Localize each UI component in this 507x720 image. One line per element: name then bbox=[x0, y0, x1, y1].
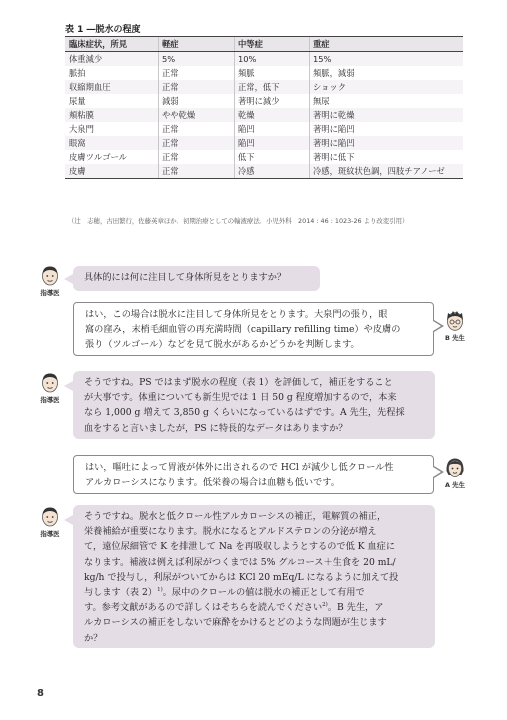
table-header: 臨床症状，所見 bbox=[65, 37, 159, 52]
table-cell: 冷感，斑紋状色調，四肢チアノーゼ bbox=[310, 164, 464, 179]
table-header: 中等症 bbox=[235, 37, 310, 52]
dialogue-line: なります。補液は例えば利尿がつくまでは 5% グルコース＋生食を 20 mL/ bbox=[84, 556, 396, 568]
table-cell: 正常 bbox=[159, 136, 235, 150]
table-row bbox=[65, 52, 463, 67]
bubble-tail bbox=[64, 515, 73, 525]
woman-avatar-icon bbox=[445, 457, 465, 479]
table-cell: ショック bbox=[310, 80, 464, 94]
table-cell: 陥凹 bbox=[235, 136, 310, 150]
dialogue-line: 窩の窪み，末梢毛細血管の再充満時間（capillary refilling time）や皮膚の bbox=[85, 324, 401, 336]
dialogue-line: そうですね。PS ではまず脱水の程度（表 1）を評価して，補正をすること bbox=[84, 377, 393, 388]
table-cell: 減弱 bbox=[159, 94, 235, 108]
supervisor-avatar bbox=[36, 372, 64, 404]
table-cell: 10% bbox=[235, 52, 310, 67]
table-cell: 尿量 bbox=[69, 96, 86, 106]
man-glasses-avatar-icon bbox=[445, 310, 465, 332]
table-row bbox=[65, 150, 463, 164]
dialogue-line: なら 1,000 g 増えて 3,850 g くらいになっているはずです。A 先生，先程採 bbox=[84, 407, 405, 419]
table-cell: 大泉門 bbox=[69, 124, 94, 134]
speaker-label-supervisor: 指導医 bbox=[40, 289, 60, 297]
table-cell: 低下 bbox=[235, 150, 310, 164]
man-avatar-icon bbox=[40, 506, 60, 528]
table-cell: 無尿 bbox=[310, 94, 464, 108]
table-cell: 収縮期血圧 bbox=[65, 80, 159, 94]
dialogue-line: 張り（ツルゴール）などを見て脱水があるかどうかを判断します。 bbox=[85, 339, 360, 351]
dialogue-bubble-b-1 bbox=[73, 302, 434, 356]
table-cell: 眼窩 bbox=[65, 136, 159, 150]
supervisor-avatar bbox=[36, 506, 64, 538]
table-cell: 著明に低下 bbox=[310, 150, 464, 164]
table-cell: 冷感 bbox=[235, 164, 310, 179]
table-cell: 乾燥 bbox=[235, 108, 310, 122]
table-cell: 正常 bbox=[159, 80, 235, 94]
dialogue-line: 栄養補給が重要になります。脱水になるとアルドステロンの分泌が増え bbox=[84, 526, 377, 538]
dialogue-line: 血をすると言いましたが，PS に特長的なデータはありますか？ bbox=[84, 422, 348, 434]
table-cell: 体重減少 bbox=[65, 52, 159, 67]
table-cell: 正常 bbox=[159, 164, 235, 179]
dialogue-line: アルカローシスになります。低栄養の場合は血糖も低いです。 bbox=[85, 477, 340, 489]
bubble-tail bbox=[433, 467, 441, 477]
bubble-tail bbox=[433, 321, 441, 331]
table-header: 軽症 bbox=[159, 37, 235, 52]
table-cell: 正常 bbox=[159, 122, 235, 136]
table-cell: 著明に陥凹 bbox=[310, 136, 464, 150]
table-title: 表 1 ―脱水の程度 bbox=[65, 25, 141, 35]
reference-mark: 2) bbox=[322, 602, 328, 609]
table-row bbox=[65, 164, 463, 179]
table-cell: 正常 bbox=[159, 66, 235, 80]
text-segment: す。参考文献があるので詳しくはそちらを読んでください bbox=[84, 602, 323, 614]
man-avatar-icon bbox=[40, 372, 60, 394]
dialogue-line: kg/h で投与し，利尿がついてからは KCl 20 mEq/L になるように加えて投 bbox=[84, 571, 399, 583]
table-row bbox=[65, 66, 463, 80]
table-header: 重症 bbox=[310, 37, 464, 52]
a-sensei-avatar bbox=[441, 457, 469, 489]
dialogue-line: はい，嘔吐によって胃液が体外に出されるので HCl が減少し低クロール性 bbox=[85, 462, 394, 473]
table-cell: 正常，低下 bbox=[235, 80, 310, 94]
dialogue-bubble-supervisor-2 bbox=[73, 371, 435, 439]
dialogue-line bbox=[84, 585, 425, 600]
table-row bbox=[65, 80, 463, 94]
speaker-label-b: B 先生 bbox=[445, 334, 465, 342]
b-sensei-avatar bbox=[441, 310, 469, 342]
table-cell: 皮膚ツルゴール bbox=[69, 152, 127, 162]
table-cell: 15% bbox=[310, 52, 464, 67]
page-number: 8 bbox=[37, 688, 44, 699]
dialogue-line: が大事です。体重についても新生児では 1 日 50 g 程度増加するので，本来 bbox=[84, 392, 397, 404]
text-segment: 。尿中のクロールの値は脱水の補正として有用で bbox=[162, 587, 365, 599]
table-cell: 頬粘膜 bbox=[65, 108, 159, 122]
dialogue-line: はい，この場合は脱水に注目して身体所見をとります。大泉門の張り，眼 bbox=[85, 309, 388, 320]
dialogue-line: ルカローシスの補正をしないで麻酔をかけるとどのような問題が生じます bbox=[84, 617, 387, 629]
table-cell: 頻脈 bbox=[235, 66, 310, 80]
table-source-citation: （辻 志穂，古田繁行，佐藤英章ほか．初期治療としての輸液療法．小児外科 2014 : 46 : 1023-26 より改変引用） bbox=[68, 217, 409, 225]
table-row bbox=[65, 136, 463, 150]
table-header-row bbox=[65, 37, 463, 52]
speaker-label-supervisor: 指導医 bbox=[40, 530, 60, 538]
speaker-label-a: A 先生 bbox=[445, 481, 465, 489]
dialogue-line: 具体的には何に注目して身体所見をとりますか？ bbox=[84, 272, 287, 283]
text-segment: 与します（表 2） bbox=[84, 587, 158, 599]
table-cell: 著明に乾燥 bbox=[310, 108, 464, 122]
table-cell: 頻脈，減弱 bbox=[310, 66, 464, 80]
text-segment: 。B 先生，ア bbox=[327, 602, 384, 614]
table-cell: 正常 bbox=[159, 150, 235, 164]
bubble-tail bbox=[64, 381, 73, 391]
dialogue-bubble-supervisor-3 bbox=[73, 505, 435, 648]
dialogue-bubble-supervisor-1 bbox=[73, 266, 320, 291]
dialogue-line: そうですね。脱水と低クロール性アルカローシスの補正，電解質の補正， bbox=[84, 511, 387, 522]
table-cell: 脈拍 bbox=[69, 68, 86, 78]
table-cell: 5% bbox=[159, 52, 235, 67]
table-row bbox=[65, 108, 463, 122]
dialogue-line: て，遠位尿細管で K を排泄して Na を再吸収しようとするので低 K 血症に bbox=[84, 541, 396, 553]
dehydration-table bbox=[65, 36, 463, 179]
dialogue-line bbox=[84, 600, 425, 615]
man-avatar-icon bbox=[40, 265, 60, 287]
speaker-label-supervisor: 指導医 bbox=[40, 396, 60, 404]
table-row bbox=[65, 122, 463, 136]
table-cell: 著明に陥凹 bbox=[310, 122, 464, 136]
table-cell: 陥凹 bbox=[235, 122, 310, 136]
table-row bbox=[65, 94, 463, 108]
table-cell: 著明に減少 bbox=[235, 94, 310, 108]
dialogue-line: か？ bbox=[84, 632, 103, 644]
table-cell: 皮膚 bbox=[65, 164, 159, 179]
dialogue-bubble-a-1 bbox=[73, 455, 434, 494]
reference-mark: 1) bbox=[157, 586, 163, 593]
table-cell: やや乾燥 bbox=[159, 108, 235, 122]
supervisor-avatar bbox=[36, 265, 64, 297]
bubble-tail bbox=[64, 274, 73, 284]
